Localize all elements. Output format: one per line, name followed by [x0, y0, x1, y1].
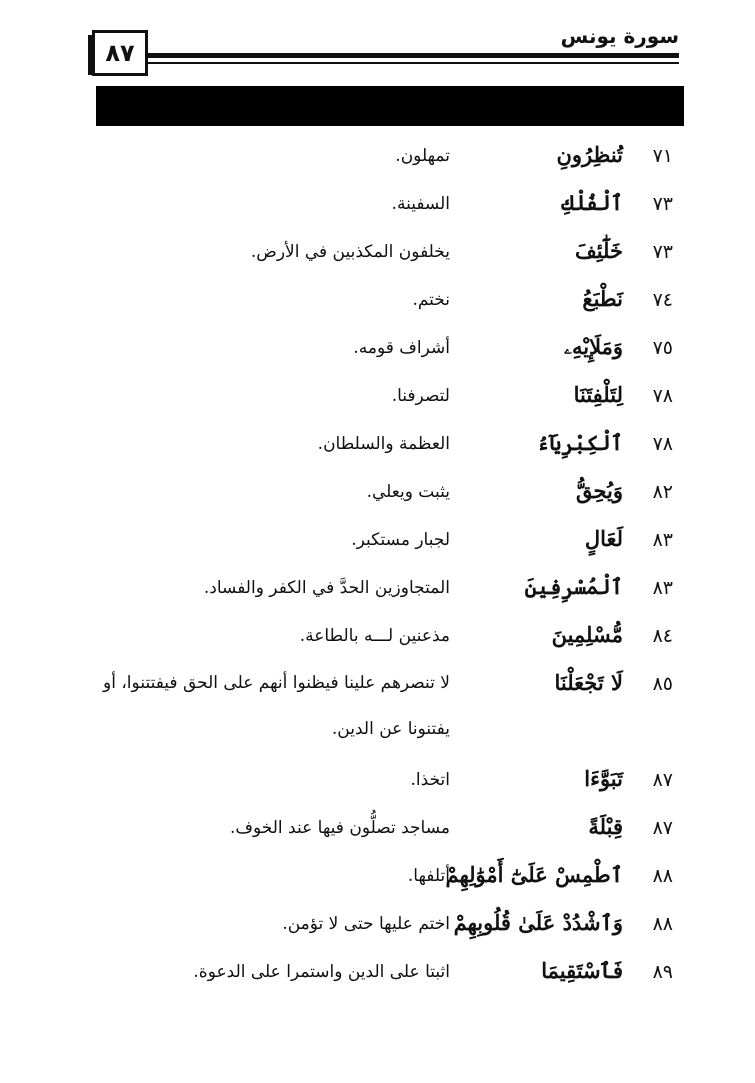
word-meaning: مذعنين لـــه بالطاعة.: [299, 626, 450, 646]
quran-word: وَمَلَإِيْهِۦ: [563, 334, 623, 359]
word-meaning: السفينة.: [391, 194, 450, 214]
word-meaning: اتخذا.: [410, 770, 450, 790]
list-item: [0, 182, 755, 230]
quran-word: وَٱشْدُدْ عَلَىٰ قُلُوبِهِمْ: [453, 910, 623, 935]
quran-word: تَبَوَّءَا: [584, 766, 623, 791]
word-meaning: لتصرفنا.: [391, 386, 450, 406]
verse-number: ٨٩: [652, 961, 673, 983]
list-item: [0, 230, 755, 278]
word-meaning: مساجد تصلُّون فيها عند الخوف.: [229, 818, 450, 838]
word-meaning: العظمة والسلطان.: [317, 434, 450, 454]
word-meaning: أتلفها.: [407, 866, 450, 886]
verse-number: ٨٥: [652, 673, 673, 695]
word-meaning: اختم عليها حتى لا تؤمن.: [282, 914, 450, 934]
quran-word: مُّسْلِمِينَ: [551, 622, 623, 647]
verse-number: ٧١: [652, 145, 673, 167]
verse-number: ٨٤: [652, 625, 673, 647]
word-meaning: المتجاوزين الحدَّ في الكفر والفساد.: [203, 578, 450, 598]
quran-word: فَٱسْتَقِيمَا: [541, 958, 623, 983]
list-item: [0, 518, 755, 566]
verse-number: ٧٤: [652, 289, 673, 311]
word-meaning: يثبت ويعلي.: [366, 482, 450, 502]
verse-number: ٧٣: [652, 241, 673, 263]
verse-number: ٧٥: [652, 337, 673, 359]
page-number: ٨٧: [105, 39, 135, 67]
list-item: [0, 854, 755, 902]
quran-word: ٱطْمِسْ عَلَىٰٓ أَمْوَٰلِهِمْ: [445, 862, 623, 887]
verse-number: ٧٣: [652, 193, 673, 215]
quran-word: ٱلْكِبْرِيَآءُ: [536, 430, 623, 455]
list-item: [0, 566, 755, 614]
quran-word: وَيُحِقُّ: [575, 478, 623, 503]
list-item: [0, 662, 755, 758]
list-item: [0, 278, 755, 326]
list-item: [0, 470, 755, 518]
quran-word: نَطْبَعُ: [582, 286, 623, 311]
black-band: [96, 86, 684, 126]
verse-number: ٨٧: [652, 817, 673, 839]
quran-word: خَلَٰٓئِفَ: [574, 238, 623, 263]
verse-number: ٧٨: [652, 433, 673, 455]
verse-number: ٨٣: [652, 577, 673, 599]
header-rule-thick: [148, 53, 679, 58]
verse-number: ٨٨: [652, 865, 673, 887]
verse-number: ٨٣: [652, 529, 673, 551]
header-rule-thin: [148, 62, 679, 64]
quran-word: تُنظِرُونِ: [556, 142, 623, 167]
verse-number: ٨٢: [652, 481, 673, 503]
list-item: [0, 422, 755, 470]
quran-word: لَعَالٍ: [584, 526, 623, 551]
verse-number: ٨٨: [652, 913, 673, 935]
quran-word: لِتَلْفِتَنَا: [573, 382, 623, 407]
list-item: [0, 134, 755, 182]
word-meaning: تمهلون.: [395, 146, 450, 166]
surah-title: سورة يونس: [560, 24, 679, 48]
word-meaning: نختم.: [412, 290, 450, 310]
list-item: [0, 950, 755, 998]
list-item: [0, 326, 755, 374]
list-item: [0, 902, 755, 950]
quran-word: قِبْلَةً: [588, 814, 623, 839]
quran-word: ٱلْفُلْكِ: [561, 190, 623, 215]
glossary-list: [0, 134, 755, 998]
word-meaning: يخلفون المكذبين في الأرض.: [250, 242, 450, 262]
word-meaning: لا تنصرهم علينا فيظنوا أنهم على الحق فيفتتنوا، أو يفتنونا عن الدين.: [102, 673, 450, 739]
list-item: [0, 374, 755, 422]
word-meaning: أشراف قومه.: [353, 338, 450, 358]
verse-number: ٨٧: [652, 769, 673, 791]
word-meaning: اثبتا على الدين واستمرا على الدعوة.: [193, 962, 450, 982]
page-number-box: [92, 30, 148, 76]
list-item: [0, 614, 755, 662]
verse-number: ٧٨: [652, 385, 673, 407]
quran-word: لَا تَجْعَلْنَا: [554, 670, 623, 695]
list-item: [0, 758, 755, 806]
word-meaning: لجبار مستكبر.: [351, 530, 450, 550]
quran-word: ٱلْمُسْرِفِينَ: [524, 574, 623, 599]
list-item: [0, 806, 755, 854]
